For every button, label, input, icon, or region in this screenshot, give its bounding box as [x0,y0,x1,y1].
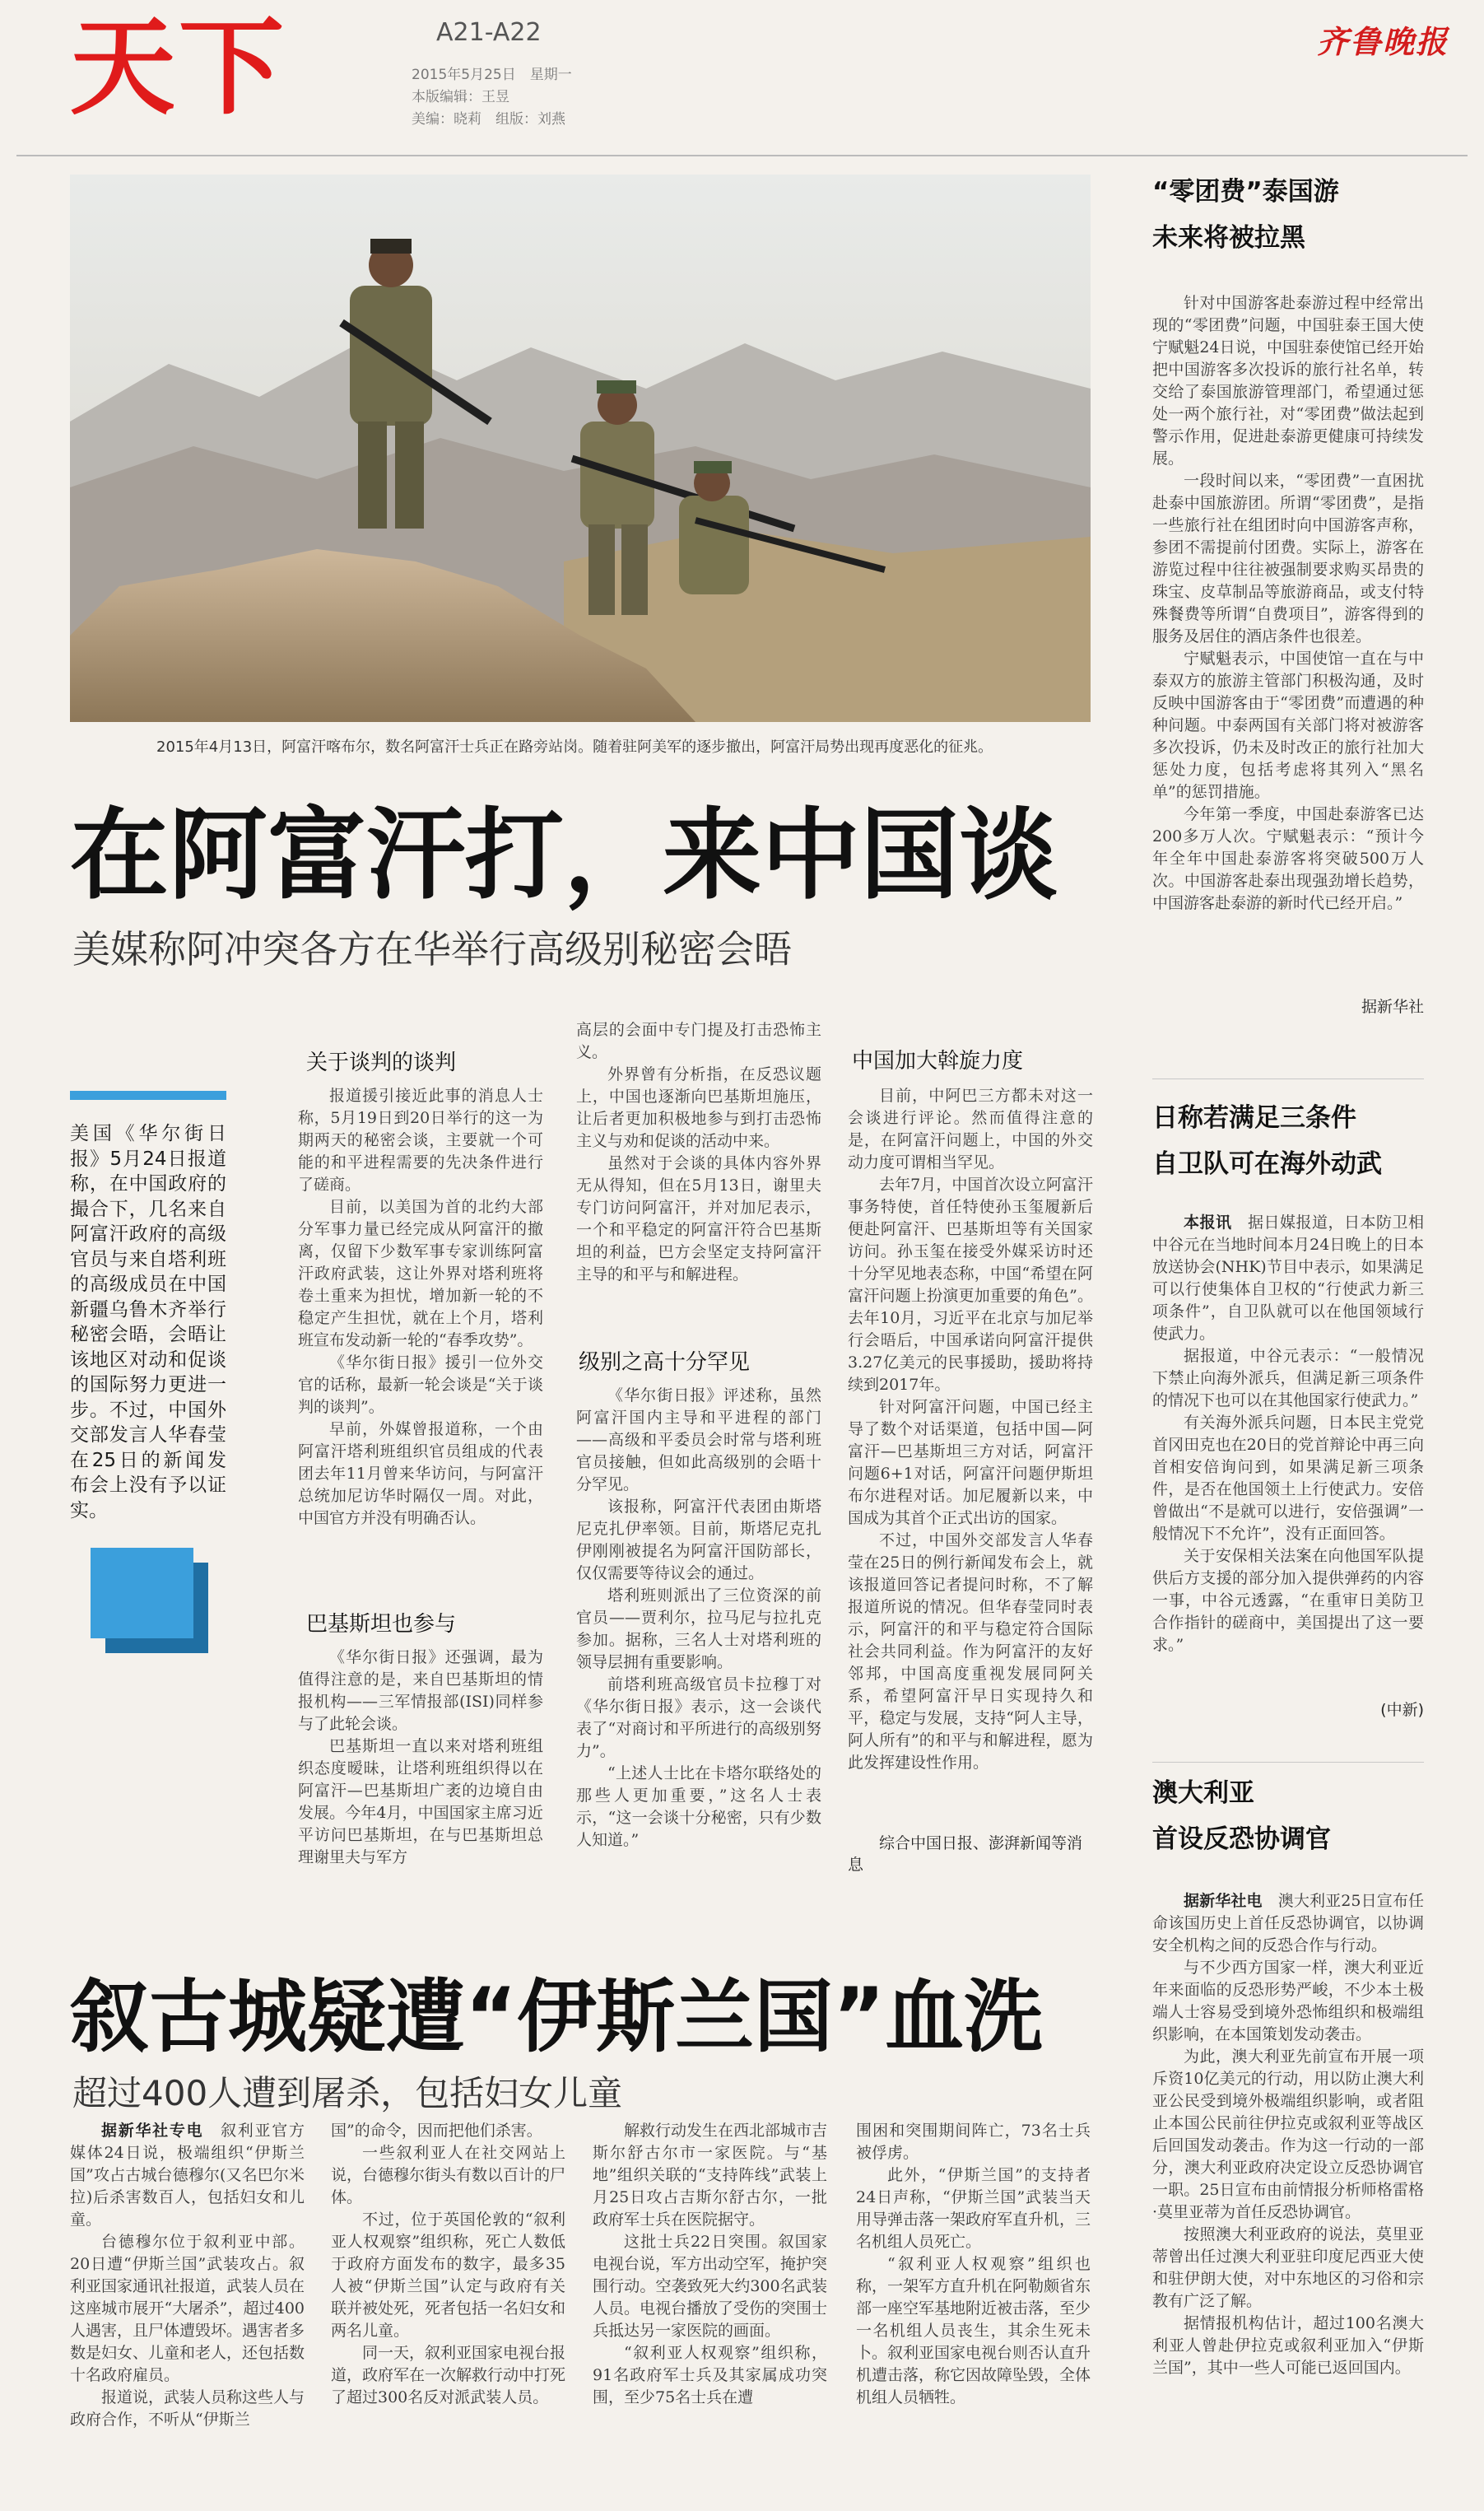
paragraph: 虽然对于会谈的具体内容外界无从得知，但在5月13日，谢里夫专门访问阿富汗，并对加尼表示，一个和平稳定的阿富汗符合巴基斯坦的利益，巴方会坚定支持阿富汗主导的和平与和解进程。 [576,1154,821,1283]
paragraph: 解救行动发生在西北部城市吉斯尔舒古尔市一家医院。与“基地”组织关联的“支持阵线”武装上月25日攻占吉斯尔舒古尔，一批政府军士兵在医院据守。 [593,2122,828,2229]
paragraph: 不过，中国外交部发言人华春莹在25日的例行新闻发布会上，就该报道回答记者提问时称，不了解报道所说的情况。但华春莹同时表示，阿富汗的和平与稳定符合国际社会共同利益。作为阿富汗的友好邻邦，中国高度重视发展同阿关系，希望阿富汗早日实现持久和平，稳定与发展，支持“阿人主导，阿人所有”的和平与和解进程，愿为此发挥建设性作用。 [848,1531,1093,1772]
sidebar-body [1152,292,1424,988]
paragraph: 同一天，叙利亚国家电视台报道，政府军在一次解救行动中打死了超过300名反对派武装人员。 [331,2344,566,2406]
sidebar-headline-line: 未来将被拉黑 [1152,223,1305,253]
page-numbers: A21-A22 [436,18,542,47]
paragraph: “叙利亚人权观察”组织称，91名政府军士兵及其家属成功突围，至少75名士兵在遭 [593,2344,827,2406]
paragraph: 国”的命令，因而把他们杀害。 [331,2122,542,2140]
paragraph: 该报称，阿富汗代表团由斯塔尼克扎伊率领。目前，斯塔尼克扎伊刚刚被提名为阿富汗国防部长，仅仅需要等待议会的通过。 [576,1498,821,1582]
paragraph: “叙利亚人权观察”组织也称，一架军方直升机在阿勒颇省东部一座空军基地附近被击落，至少一名机组人员丧生，其余生死未卜。叙利亚国家电视台则否认直升机遭击落，称它因故障坠毁，全体机组人员牺牲。 [856,2255,1091,2406]
main-column-2 [576,1019,821,1349]
paragraph: 《华尔街日报》援引一位外交官的话称，最新一轮会谈是“关于谈判的谈判”。 [298,1353,543,1416]
paragraph: 不过，位于英国伦敦的“叙利亚人权观察”组织称，死亡人数低于政府方面发布的数字，最多35人被“伊斯兰国”认定与政府有关联并被处死，死者包括一名妇女和两名儿童。 [331,2211,566,2340]
paragraph: 外界曾有分析指，在反恐议题上，中国也逐渐向巴基斯坦施压，让后者更加积极地参与到打击恐怖主义与劝和促谈的活动中来。 [576,1065,821,1150]
sidebar-headline-line: 首设反恐协调官 [1152,1824,1331,1854]
paragraph: 《华尔街日报》评述称，虽然阿富汗国内主导和平进程的部门——高级和平委员会时常与塔利班官员接触，但如此高级别的会晤十分罕见。 [576,1386,821,1493]
paragraph: 这批士兵22日突围。叙国家电视台说，军方出动空军，掩护突围行动。空袭致死大约300名武装人员。电视台播放了受伤的突围士兵抵达另一家医院的画面。 [593,2233,828,2340]
sidebar-body [1152,1212,1424,1698]
section-heading-mediation: 中国加大斡旋力度 [852,1049,1024,1074]
sidebar-headline-line: 日称若满足三条件 [1152,1103,1356,1133]
main-headline: 在阿富汗打，来中国谈 [70,799,1058,913]
sidebar-headline [1152,1770,1424,1862]
sidebar-headline [1152,169,1424,261]
second-column-1 [70,2120,305,2499]
paragraph: 针对阿富汗问题，中国已经主导了数个对话渠道，包括中国—阿富汗—巴基斯坦三方对话，阿富汗问题6+1对话，阿富汗问题伊斯坦布尔进程对话。加尼履新以来，中国成为其首个正式出访的国家。 [848,1398,1093,1527]
paragraph: 《华尔街日报》还强调，最为值得注意的是，来自巴基斯坦的情报机构——三军情报部(ISI)同样参与了此轮会谈。 [298,1648,543,1733]
paragraph: 与不少西方国家一样，澳大利亚近年来面临的反恐形势严峻，不少本土极端人士容易受到境外恐怖组织和极端组织影响，在本国策划发动袭击。 [1152,1959,1424,2043]
paragraph: 据报道，中谷元表示：“一般情况下禁止向海外派兵，但满足新三项条件的情况下也可以在其他国家行使武力。” [1152,1347,1424,1409]
sidebar-divider [1152,1762,1424,1763]
date-line: 2015年5月25日 星期一 [412,67,572,83]
paragraph: 目前，中阿巴三方都未对这一会谈进行评论。然而值得注意的是，在阿富汗问题上，中国的外交动力度可谓相当罕见。 [848,1087,1093,1172]
paragraph: 今年第一季度，中国赴泰游客已达200多万人次。宁赋魁表示：“预计今年全年中国赴泰游客将突破500万人次。中国游客赴泰出现强劲增长趋势，中国游客赴泰游的新时代已经开启。” [1152,805,1424,912]
sidebar-divider [1152,1078,1424,1079]
section-heading-negotiation: 关于谈判的谈判 [306,1051,457,1075]
photo-caption: 2015年4月13日，阿富汗喀布尔，数名阿富汗士兵正在路旁站岗。随着驻阿美军的逐步撤出，阿富汗局势出现再度恶化的征兆。 [156,738,993,756]
paragraph: 围困和突围期间阵亡，73名士兵被俘虏。 [856,2122,1091,2162]
paragraph: 塔利班则派出了三位资深的前官员——贾利尔，拉马尼与拉扎克参加。据称，三名人士对塔利班的领导层拥有重要影响。 [576,1586,821,1671]
main-column-1-continued [298,1647,543,1885]
section-heading-level: 级别之高十分罕见 [579,1350,751,1375]
paragraph [1152,1890,1424,1957]
sidebar-headline-line: 自卫队可在海外动武 [1152,1149,1382,1179]
paragraph: 宁赋魁表示，中国使馆一直在与中泰双方的旅游主管部门积极沟通，及时反映中国游客由于“零团费”而遭遇的种种问题。中泰两国有关部门将对被游客多次投诉，仍未及时改正的旅行社加大惩处力度，包括考虑将其列入“黑名单”的惩罚措施。 [1152,650,1424,801]
sidebar-headline-line: 澳大利亚 [1152,1778,1254,1808]
paragraph: “上述人士比在卡塔尔联络处的那些人更加重要，”这名人士表示，“这一会谈十分秘密，只有少数人知道。” [576,1764,821,1849]
paragraph: 去年7月，中国首次设立阿富汗事务特使，首任特使孙玉玺履新后便赴阿富汗、巴基斯坦等有关国家访问。孙玉玺在接受外媒采访时还十分罕见地表态称，中国“希望在阿富汗问题上扮演更加重要的角色”。去年10月，习近平在北京与加尼举行会晤后，中国承诺向阿富汗提供3.27亿美元的民事援助，援助将持续到2017年。 [848,1176,1093,1394]
paragraph: 目前，以美国为首的北约大部分军事力量已经完成从阿富汗的撤离，仅留下少数军事专家训练阿富汗政府武装，这让外界对塔利班将卷土重来为担忧，增加新一轮的不稳定产生担忧，就在上个月，塔利班宣布发动新一轮的“春季攻势”。 [298,1198,543,1349]
paragraph: 一段时间以来，“零团费”一直困扰赴泰中国旅游团。所谓“零团费”，是指一些旅行社在组团时向中国游客声称，参团不需提前付团费。实际上，游客在游览过程中往往被强制要求购买昂贵的珠宝、皮草制品等旅游商品，或支付特殊餐费等所谓“自费项目”，游客得到的服务及居住的酒店条件也很差。 [1152,472,1424,645]
paragraph-text: 叙利亚官方媒体24日说，极端组织“伊斯兰国”攻占古城台德穆尔(又名巴尔米拉)后杀害数百人，包括妇女和儿童。 [70,2122,305,2229]
soldiers-photo [70,175,1091,722]
edition-info [412,64,572,131]
sidebar-headline [1152,1095,1424,1187]
paragraph: 为此，澳大利亚先前宣布开展一项斥资10亿美元的行动，用以防止澳大利亚公民受到境外极端组织影响，或者阻止本国公民前往伊拉克或叙利亚等战区后回国发动袭击。作为这一行动的一部分，澳大利亚政府决定设立反恐协调官一职。25日宣布由前情报分析师格雷格·莫里亚蒂为首任反恐协调官。 [1152,2047,1424,2221]
paragraph: 早前，外媒曾报道称，一个由阿富汗塔利班组织官员组成的代表团去年11月曾来华访问，与阿富汗总统加尼访华时隔仅一周。对此，中国官方并没有明确否认。 [298,1420,543,1527]
paragraph: 此外，“伊斯兰国”的支持者24日声称，“伊斯兰国”武装当天用导弹击落一架政府军直升机，三名机组人员死亡。 [856,2166,1091,2251]
sidebar-body [1152,1890,1424,2499]
editor-line: 本版编辑：王昱 [412,89,509,105]
main-column-1 [298,1085,543,1579]
lead-paragraph: 美国《华尔街日报》5月24日报道称，在中国政府的撮合下，几名来自阿富汗政府的高级官员与来自塔利班的高级成员在中国新疆乌鲁木齐举行秘密会晤，会晤让该地区对动和促谈的国际努力更进一步。不过，中国外交部发言人华春莹在25日的新闻发布会上没有予以证实。 [70,1123,226,1521]
main-column-2-continued [576,1385,821,1879]
sidebar-headline-line: “零团费”泰国游 [1152,177,1339,207]
lead-accent-bar [70,1091,226,1100]
paragraph: 前塔利班高级官员卡拉穆丁对《华尔街日报》表示，这一会谈代表了“对商讨和平所进行的高级别努力”。 [576,1675,821,1760]
paragraph: 针对中国游客赴泰游过程中经常出现的“零团费”问题，中国驻泰王国大使宁赋魁24日说，中国驻泰使馆已经开始把中国游客多次投诉的旅行社名单，转交给了泰国旅游管理部门，希望通过惩处一两个旅行社，对“零团费”做法起到警示作用，促进赴泰游更健康可持续发展。 [1152,294,1424,468]
paragraph: 高层的会面中专门提及打击恐怖主义。 [576,1021,821,1061]
second-column-3 [593,2120,827,2499]
paragraph: 一些叙利亚人在社交网站上说，台德穆尔街头有数以百计的尸体。 [331,2144,566,2206]
sidebar-story-thailand [1152,169,1424,1017]
soldiers-photo-illustration [70,175,1091,722]
paragraph: 据情报机构估计，超过100名澳大利亚人曾赴伊拉克或叙利亚加入“伊斯兰国”，其中一些人可能已返回国内。 [1152,2314,1424,2377]
main-subheadline: 美媒称阿冲突各方在华举行高级别秘密会晤 [72,927,792,971]
second-column-4 [856,2120,1091,2499]
sidebar-source: 据新华社 [1361,998,1424,1016]
paragraph: 报道援引接近此事的消息人士称，5月19日到20日举行的这一为期两天的秘密会谈，主要就一个可能的和平进程需要的先决条件进行了磋商。 [298,1087,543,1194]
sidebar-story-australia [1152,1770,1424,2499]
main-story-source: 综合中国日报、澎湃新闻等消息 [848,1834,1083,1874]
speech-bubble-icon [91,1548,222,1663]
second-headline: 叙古城疑遭“伊斯兰国”血洗 [70,1971,1044,2063]
second-column-2 [331,2120,565,2499]
paragraph: 报道说，武装人员称这些人与政府合作，不听从“伊斯兰 [70,2388,305,2429]
second-subheadline: 超过400人遭到屠杀，包括妇女儿童 [72,2073,623,2113]
byline: 据新华社专电 [101,2122,204,2140]
paragraph: 巴基斯坦一直以来对塔利班组织态度暧昧，让塔利班组织得以在阿富汗—巴基斯坦广袤的边境自由发展。今年4月，中国国家主席习近平访问巴基斯坦，在与巴基斯坦总理谢里夫与军方 [298,1737,543,1866]
paragraph [1152,1212,1424,1345]
section-heading-pakistan: 巴基斯坦也参与 [306,1612,457,1637]
byline: 本报讯 [1184,1214,1232,1232]
sidebar-source: (中新) [1380,1701,1424,1719]
paragraph: 有关海外派兵问题，日本民主党党首冈田克也在20日的党首辩论中再三向首相安倍询问到，如果满足新三项条件，是否在他国领土上行使武力。安倍曾做出“不是就可以进行，安倍强调”一般情况下不允许”，没有正面回答。 [1152,1414,1424,1543]
paragraph: 关于安保相关法案在向他国军队提供后方支援的部分加入提供弹药的内容一事，中谷元透露，“在重审日美防卫合作指针的磋商中，美国提出了这一要求。” [1152,1547,1424,1654]
paragraph: 按照澳大利亚政府的说法，莫里亚蒂曾出任过澳大利亚驻印度尼西亚大使和驻伊朗大使，对中东地区的习俗和宗教有广泛了解。 [1152,2225,1424,2310]
section-title: 天下 [70,7,288,129]
sidebar-story-japan [1152,1095,1424,1720]
paragraph-text: 澳大利亚25日宣布任命该国历史上首任反恐协调官，以协调安全机构之间的反恐合作与行动。 [1152,1892,1424,1954]
paragraph-text: 据日媒报道，日本防卫相中谷元在当地时间本月24日晚上的日本放送协会(NHK)节目中表示，如果满足可以行使集体自卫权的“行使武力新三项条件”，自卫队就可以在他国领域行使武力。 [1152,1214,1424,1343]
paragraph [70,2120,305,2231]
paragraph: 台德穆尔位于叙利亚中部。20日遭“伊斯兰国”武装攻占。叙利亚国家通讯社报道，武装人员在这座城市展开“大屠杀”，超过400人遇害，且尸体遭毁坏。遇害者多数是妇女、儿童和老人，还包括数十名政府雇员。 [70,2233,305,2384]
design-line: 美编：晓莉 组版：刘燕 [412,111,565,128]
main-column-3 [848,1085,1093,1826]
header-divider [16,155,1468,156]
newspaper-logo: 齐鲁晚报 [1317,23,1449,60]
byline: 据新华社电 [1184,1892,1263,1910]
